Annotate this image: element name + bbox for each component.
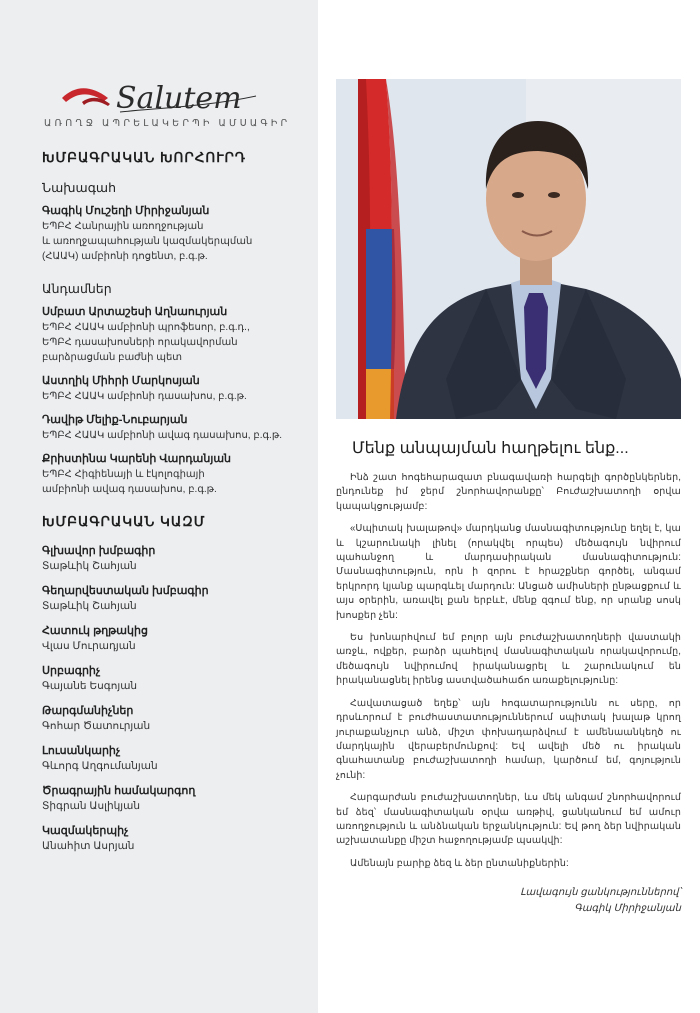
staff-title: ԽՄԲԱԳՐԱԿԱՆ ԿԱԶՄ [42, 514, 206, 529]
board-chair [42, 204, 304, 264]
staff-role: Ծրագրային համակարգող [42, 785, 196, 797]
member-desc-line: ամբիոնի ավագ դասախոս, բ.գ.թ. [42, 484, 217, 495]
board-member [42, 305, 304, 365]
staff-role: Հատուկ թղթակից [42, 625, 148, 637]
staff-name: Անահիտ Ասրյան [42, 840, 135, 852]
staff-entry [42, 784, 304, 814]
board-member [42, 413, 304, 443]
staff-entry [42, 584, 304, 614]
staff-role: Լուսանկարիչ [42, 745, 121, 757]
member-desc-line: ԵՊԲՀ դասախոսների որակավորման [42, 337, 238, 348]
staff-entry [42, 624, 304, 654]
member-desc-line: բարձրացման բաժնի պետ [42, 352, 183, 363]
staff-name: Գևորգ Աղգումանյան [42, 760, 158, 772]
article-paragraph: Ամենայն բարիք ձեզ և ձեր ընտանիքներին: [350, 857, 569, 869]
article [336, 438, 681, 917]
staff-name: Տաթևիկ Շահյան [42, 600, 137, 612]
staff-role: Սրբագրիչ [42, 665, 101, 677]
signature-block [336, 885, 681, 917]
article-paragraph: Հարգարժան բուժաշխատողներ, ևս մեկ անգամ շնորհավորում եմ ձեզ՝ մասնագիտական օրվա առթիվ, ցանկանում եմ ամուր առողջություն և անձնական երջանկություն: Եվ թող ձեր նվիրական աշխատանքը միշտ հաջողությամբ պսակվի: [336, 792, 681, 847]
board-title: ԽՄԲԱԳՐԱԿԱՆ ԽՈՐՀՈՒՐԴ [42, 150, 247, 165]
chair-name: Գագիկ Մուշեղի Միրիջանյան [42, 205, 210, 217]
sidebar [0, 0, 318, 1013]
article-paragraph: «Սպիտակ խալաթով» մարդկանց մասնագիտությունը եղել է, կա և կշարունակի լինել (որակվել որպես) մեծագույն նվիրում պահանջող և մարդասիրական մասնագիտություն: Մասնագիտություն, որն ի զորու է հրաշքներ գործել, անգամ երկրորդ կյանք պարգևել մարդուն: Անցած ամիսների ընթացքում և այս օրերին, առավել քան երբևէ, մենք զգում ենք, որ սրանք սոսկ խոսքեր չեն: [336, 523, 681, 621]
board-member [42, 452, 304, 497]
member-desc-line: ԵՊԲՀ ՀԱԱԿ ամբիոնի դասախոս, բ.գ.թ. [42, 391, 247, 402]
member-name: Աստղիկ Միհրի Մարկոսյան [42, 375, 200, 387]
chair-desc-line: (ՀԱԱԿ) ամբիոնի դոցենտ, բ.գ.թ. [42, 251, 208, 262]
chair-desc-line: ԵՊԲՀ Հանրային առողջության [42, 221, 204, 232]
member-name: Քրիստինա Կարենի Վարդանյան [42, 453, 232, 465]
staff-entry [42, 544, 304, 574]
member-desc-line: ԵՊԲՀ ՀԱԱԿ ամբիոնի պրոֆեսոր, բ.գ.դ., [42, 322, 250, 333]
portrait-illustration [336, 79, 681, 419]
member-name: Սմբատ Արտաշեսի Աղնաուրյան [42, 306, 228, 318]
article-headline: Մենք անպայման հաղթելու ենք... [352, 440, 629, 457]
portrait-photo [336, 79, 681, 419]
staff-name: Գայանե Եսգոյան [42, 680, 138, 692]
members-title: Անդամներ [42, 282, 112, 296]
staff-name: Տիգրան Ասլիկյան [42, 800, 141, 812]
editorial-listing [42, 150, 304, 864]
member-desc-line: ԵՊԲՀ Հիգիենայի և էկոլոգիայի [42, 469, 205, 480]
staff-role: Գլխավոր խմբագիր [42, 545, 156, 557]
staff-role: Գեղարվեստական խմբագիր [42, 585, 209, 597]
board-member [42, 374, 304, 404]
logo-subtitle: ԱՌՈՂՋ ԱՊՐԵԼԱԿԵՐՊԻ ԱՄՍԱԳԻՐ [44, 118, 291, 129]
staff-name: Գոհար Ծատուրյան [42, 720, 151, 732]
staff-entry [42, 824, 304, 854]
salutem-logo [60, 74, 260, 120]
staff-name: Տաթևիկ Շահյան [42, 560, 137, 572]
member-name: Դավիթ Մելիք-Նուբարյան [42, 414, 188, 426]
staff-role: Կազմակերպիչ [42, 825, 129, 837]
article-paragraph: Ինձ շատ հոգեհարազատ բնագավառի հարգելի գործընկերներ, ընդունեք իմ ջերմ շնորհավորանքը՝ Բուժաշխատողի օրվա կապակցությամբ: [336, 472, 681, 512]
signature-name: Գագիկ Միրիջանյան [574, 903, 681, 915]
staff-entry [42, 664, 304, 694]
logo-wordmark: Salutem [116, 81, 242, 116]
article-paragraph: Հավատացած եղեք՝ այն հոգատարությունն ու սերը, որ դրսևորում է բուժհաստատություններում սպիտակ խալաթ կրող յուրաքանչյուր անձ, միշտ փոխադարձվում է ամենաանկեղծ ու մարդկային վերաբերմունքով: Եվ ավելի մեծ ու իրական գնահատանք բուժաշխատողի համար, կարծում եմ, գոյություն չունի: [336, 697, 681, 781]
signature-closing: Լավագույն ցանկություններով՝ [520, 887, 681, 899]
chair-desc-line: և առողջապահության կազմակերպման [42, 236, 253, 247]
staff-name: Վլաս Մուրադյան [42, 640, 136, 652]
article-paragraph: Ես խոնարհվում եմ բոլոր այն բուժաշխատողների վաստակի առջև, ովքեր, բարձր պահելով մասնագիտական որակավորումը, մեծագույն նվիրումով իրականացրել և շարունակում են իրականացնել իրենց աստվածահաճո առաքելությունը: [336, 632, 681, 687]
chair-title: Նախագահ [42, 181, 117, 195]
member-desc-line: ԵՊԲՀ ՀԱԱԿ ամբիոնի ավագ դասախոս, բ.գ.թ. [42, 430, 282, 441]
staff-role: Թարգմանիչներ [42, 705, 134, 717]
staff-entry [42, 704, 304, 734]
staff-entry [42, 744, 304, 774]
